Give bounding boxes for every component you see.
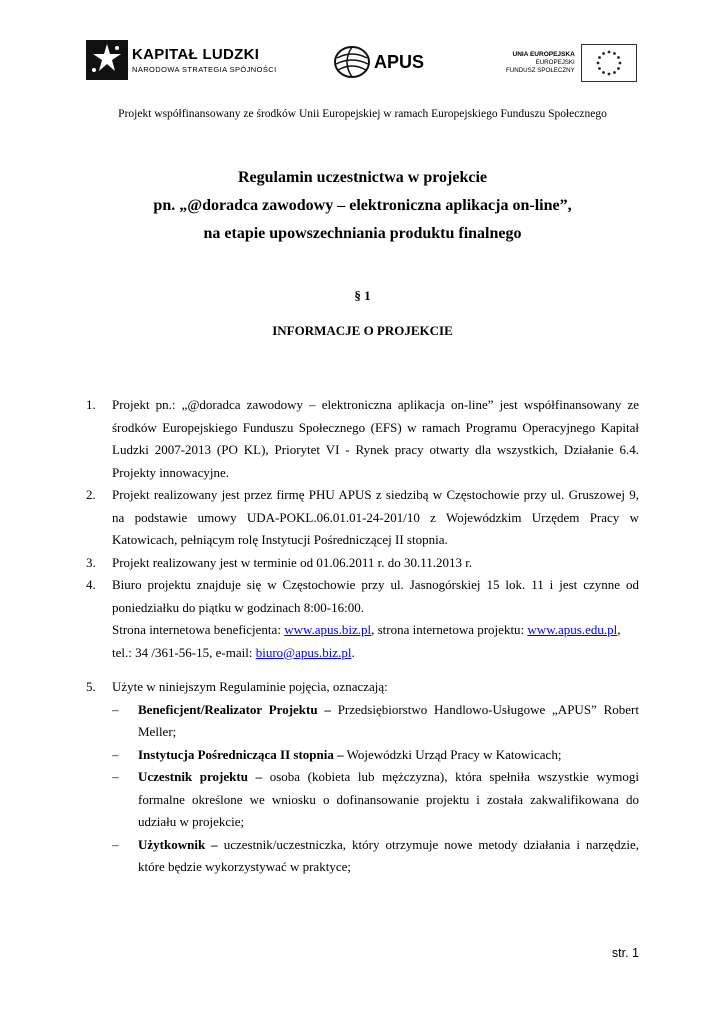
- apus-name: APUS: [374, 51, 425, 72]
- item-number: 4.: [86, 577, 96, 592]
- item-text: Biuro projektu znajduje się w Częstochowie przy ul. Jasnogórskiej 15 lok. 11 i jest czynne od poniedziałku do piątku w godzinach 8:00-16:00.: [112, 577, 639, 615]
- item-number: 2.: [86, 487, 96, 502]
- title-line-3: na etapie upowszechniania produktu finalnego: [203, 225, 522, 242]
- beneficiary-label: Strona internetowa beneficjenta:: [112, 622, 285, 637]
- item-text: Projekt pn.: „@doradca zawodowy – elektroniczna aplikacja on-line” jest współfinansowany ze środków Europejskiego Funduszu Społecznego (EFS) w ramach Programu Operacyjnego Kapitał Ludzki 2007-2013 (PO KL), Priorytet VI - Rynek pracy otwarty dla wszystkich, Działanie 6.4. Projekty innowacyjne.: [112, 397, 639, 480]
- eu-line2: EUROPEJSKI: [535, 59, 575, 66]
- definition-item: [86, 699, 639, 744]
- item-number: 1.: [86, 397, 96, 412]
- dash-bullet: –: [112, 701, 119, 717]
- item-text: Użyte w niniejszym Regulaminie pojęcia, oznaczają:: [112, 679, 388, 694]
- apus-logo: [332, 44, 424, 80]
- item-text: Projekt realizowany jest przez firmę PHU APUS z siedzibą w Częstochowie przy ul. Gruszowej 9, na podstawie umowy UDA-POKL.06.01.01-24-201/10 z Wojewódzkim Urzędem Pracy w Katowicach, pełniącym rolę Instytucji Pośredniczącej II stopnia.: [112, 487, 639, 547]
- contact-separator: ,: [617, 622, 621, 637]
- email-link[interactable]: biuro@apus.biz.pl: [255, 644, 352, 660]
- definition-term: Instytucja Pośrednicząca II stopnia –: [138, 746, 344, 762]
- document-body: [86, 394, 639, 879]
- contact-end: .: [351, 644, 355, 660]
- definition-text: osoba (kobieta lub mężczyzna), która spełniła wszystkie wymogi formalne określone we wniosku o dofinansowanie projektu i została zakwalifikowana do udziału w projekcie;: [138, 769, 640, 829]
- eu-line3: FUNDUSZ SPOŁECZNY: [506, 67, 575, 74]
- phone-label: tel.: 34 /361-56-15, e-mail:: [112, 644, 256, 660]
- kapital-ludzki-emblem-icon: [86, 40, 128, 80]
- kapital-ludzki-logo: [86, 40, 277, 80]
- dash-bullet: –: [112, 746, 119, 762]
- list-item: [86, 676, 639, 699]
- definition-item: [86, 834, 639, 879]
- item-text: Projekt realizowany jest w terminie od 01.06.2011 r. do 30.11.2013 r.: [112, 554, 473, 570]
- definition-term: Beneficjent/Realizator Projektu –: [138, 701, 331, 717]
- definition-term: Użytkownik –: [138, 836, 218, 852]
- eu-flag-icon: [581, 44, 637, 82]
- project-label: , strona internetowa projektu:: [371, 622, 528, 637]
- paragraph-mark: § 1: [354, 288, 371, 303]
- header-logos: [0, 36, 725, 86]
- item-number: 5.: [86, 679, 96, 694]
- section-title: INFORMACJE O PROJEKCIE: [272, 323, 453, 338]
- list-item: [86, 394, 639, 484]
- list-item: [86, 552, 639, 575]
- definition-text: uczestnik/uczestniczka, który otrzymuje nowe metody działania i narzędzie, które będzie wykorzystywać w praktyce;: [138, 836, 639, 874]
- page-number: str. 1: [611, 946, 639, 960]
- eu-logo: [506, 44, 637, 82]
- dash-bullet: –: [112, 836, 119, 852]
- definition-text: Przedsiębiorstwo Handlowo-Usługowe „APUS” Robert Meller;: [138, 701, 639, 739]
- title-line-2: pn. „@doradca zawodowy – elektroniczna aplikacja on-line”,: [153, 197, 572, 214]
- item-number: 3.: [86, 554, 96, 570]
- beneficiary-link[interactable]: www.apus.biz.pl: [284, 622, 372, 637]
- definition-term: Uczestnik projektu –: [138, 769, 263, 784]
- cofinancing-note: Projekt współfinansowany ze środków Unii Europejskiej w ramach Europejskiego Funduszu Społecznego: [118, 108, 607, 120]
- list-item: [86, 484, 639, 552]
- title-line-1: Regulamin uczestnictwa w projekcie: [238, 169, 487, 186]
- definition-item: [86, 766, 639, 834]
- eu-line1: UNIA EUROPEJSKA: [512, 51, 575, 58]
- list-item: [86, 574, 639, 664]
- kapital-ludzki-title: KAPITAŁ LUDZKI: [132, 46, 260, 63]
- definition-text: Wojewódzki Urząd Pracy w Katowicach;: [343, 746, 562, 762]
- apus-globe-icon: [332, 44, 372, 80]
- kapital-ludzki-subtitle: NARODOWA STRATEGIA SPÓJNOŚCI: [132, 65, 277, 74]
- dash-bullet: –: [112, 769, 119, 784]
- project-link[interactable]: www.apus.edu.pl: [527, 622, 618, 637]
- document-title: [0, 164, 725, 248]
- definition-item: [86, 744, 639, 767]
- contact-info: [112, 619, 639, 664]
